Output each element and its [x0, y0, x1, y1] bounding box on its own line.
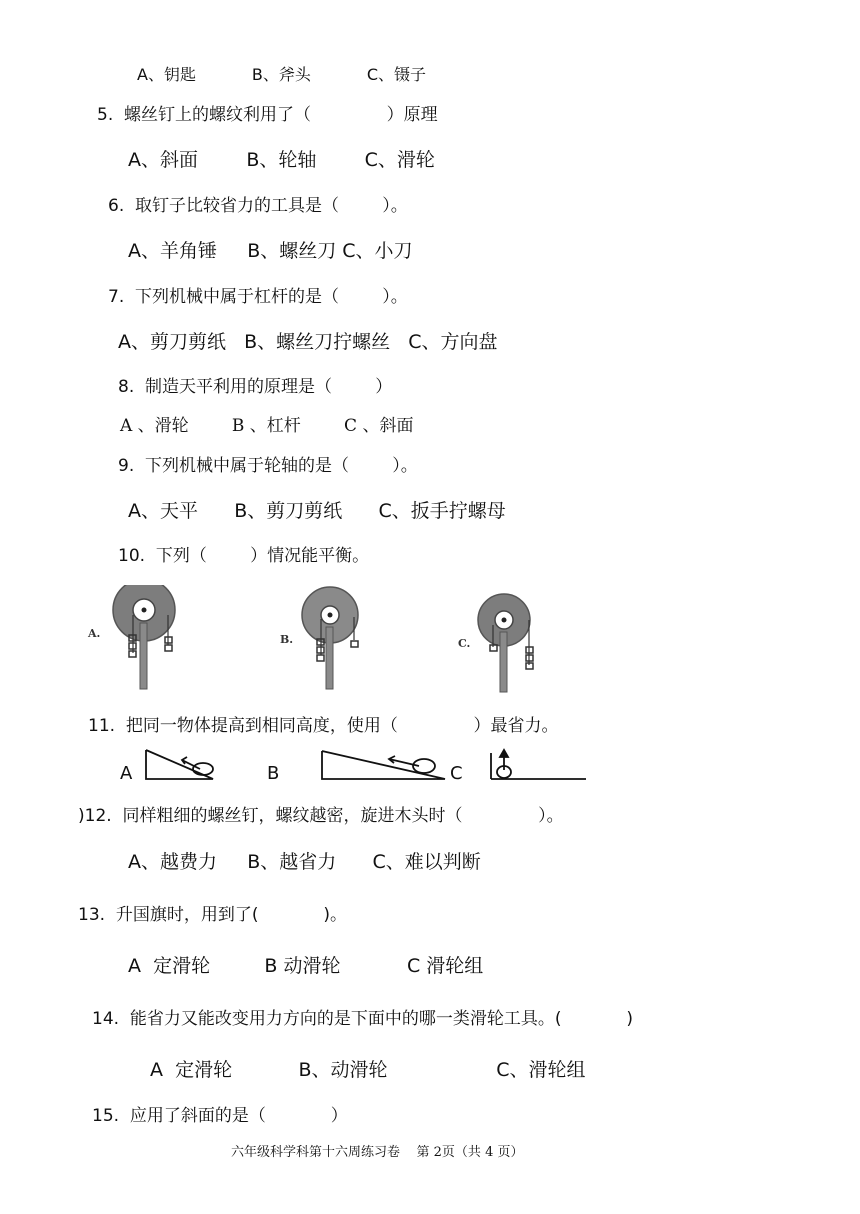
q12-options: A、越费力 B、越省力 C、难以判断: [128, 851, 481, 873]
q11-figure: [115, 745, 595, 787]
q10-diagram-a: [87, 585, 175, 689]
q11-label-a: A: [120, 763, 133, 784]
q11-incline-b: [322, 751, 445, 779]
q10-diagram-b: [280, 587, 358, 689]
page-footer: 六年级科学科第十六周练习卷 第 2页（共 4 页）: [231, 1145, 524, 1160]
q14-options: A 定滑轮 B、动滑轮 C、滑轮组: [150, 1059, 586, 1081]
q6-stem: 6. 取钉子比较省力的工具是（ ）。: [108, 196, 408, 216]
q7-options: A、剪刀剪纸 B、螺丝刀拧螺丝 C、方向盘: [118, 331, 498, 353]
q5-options: A、斜面 B、轮轴 C、滑轮: [128, 149, 435, 171]
q11-incline-c: [491, 750, 586, 779]
q10-figure: [80, 585, 550, 697]
q5-stem: 5. 螺丝钉上的螺纹利用了（ ）原理: [97, 105, 438, 125]
q10-label-c: C.: [458, 637, 471, 650]
q10-diagram-c: [458, 594, 533, 692]
q10-label-b: B.: [280, 633, 294, 646]
q6-options: A、羊角锤 B、螺丝刀 C、小刀: [128, 240, 413, 262]
q4-options: A、钥匙 B、斧头 C、镊子: [137, 65, 426, 84]
q10-stem: 10. 下列（ ）情况能平衡。: [118, 546, 370, 566]
q13-stem: 13. 升国旗时，用到了( )。: [78, 905, 347, 925]
q11-label-b: B: [267, 763, 280, 784]
q8-stem: 8. 制造天平利用的原理是（ ）: [118, 377, 393, 397]
q11-incline-a: [146, 750, 213, 779]
q11-label-c: C: [450, 763, 463, 784]
q10-label-a: A.: [88, 627, 101, 640]
q9-options: A、天平 B、剪刀剪纸 C、扳手拧螺母: [128, 500, 506, 522]
q8-options: A 、滑轮 B 、杠杆 C 、斜面: [120, 416, 414, 436]
q13-options: A 定滑轮 B 动滑轮 C 滑轮组: [128, 955, 484, 977]
q12-stem: )12. 同样粗细的螺丝钉，螺纹越密，旋进木头时（ ）。: [78, 806, 564, 826]
q11-stem: 11. 把同一物体提高到相同高度，使用（ ）最省力。: [88, 716, 559, 736]
q7-stem: 7. 下列机械中属于杠杆的是（ ）。: [108, 287, 408, 307]
q14-stem: 14. 能省力又能改变用力方向的是下面中的哪一类滑轮工具。( ): [92, 1009, 633, 1029]
q9-stem: 9. 下列机械中属于轮轴的是（ ）。: [118, 456, 418, 476]
q15-stem: 15. 应用了斜面的是（ ）: [92, 1106, 348, 1126]
